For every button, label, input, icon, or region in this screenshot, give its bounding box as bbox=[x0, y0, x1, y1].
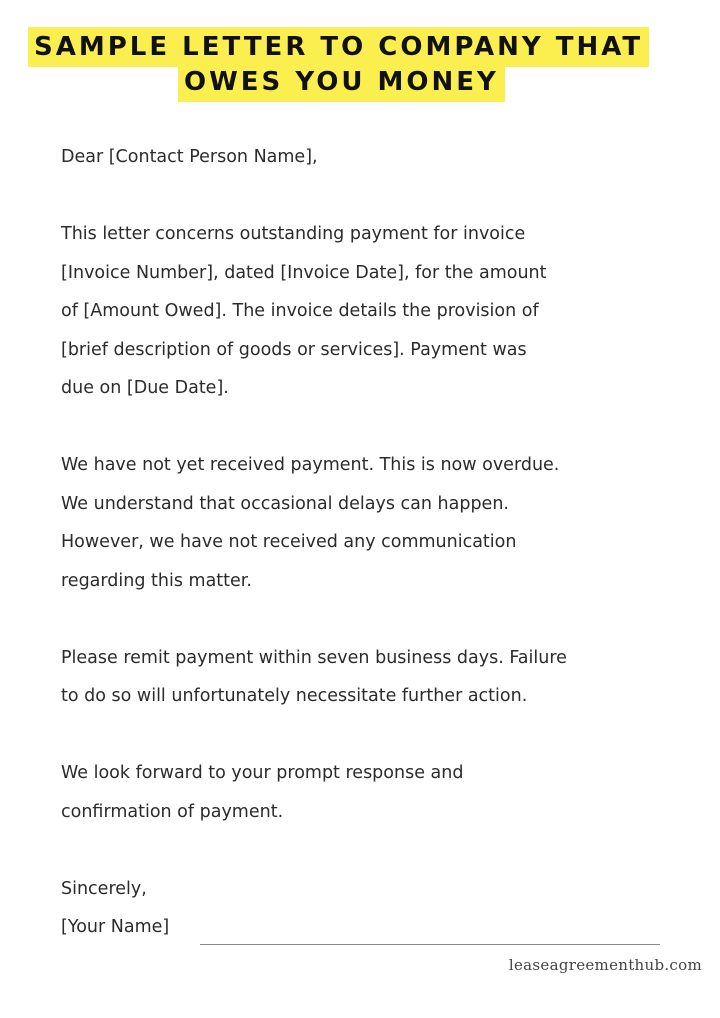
paragraph-line: However, we have not received any communication bbox=[61, 532, 517, 552]
paragraph-remit bbox=[61, 639, 681, 716]
paragraph-response bbox=[61, 754, 681, 831]
page-title-line-2: OWES YOU MONEY bbox=[178, 62, 505, 102]
paragraph-invoice bbox=[61, 215, 681, 408]
paragraph-line: We understand that occasional delays can happen. bbox=[61, 493, 509, 514]
paragraph-line: to do so will unfortunately necessitate further action. bbox=[61, 686, 528, 706]
signature-line bbox=[200, 944, 660, 945]
signature-name: [Your Name] bbox=[61, 917, 170, 937]
paragraph-line: of [Amount Owed]. The invoice details the provision of bbox=[61, 301, 539, 321]
paragraph-line: Please remit payment within seven business days. Failure bbox=[61, 647, 567, 668]
paragraph-overdue bbox=[61, 446, 681, 600]
paragraph-line: regarding this matter. bbox=[61, 570, 252, 591]
paragraph-line: due on [Due Date]. bbox=[61, 378, 229, 398]
paragraph-line: We have not yet received payment. This is now overdue. bbox=[61, 455, 560, 475]
watermark: leaseagreementhub.com bbox=[508, 956, 702, 974]
paragraph-line: This letter concerns outstanding payment for invoice bbox=[61, 224, 526, 244]
paragraph-line: confirmation of payment. bbox=[61, 801, 284, 822]
salutation: Dear [Contact Person Name], bbox=[61, 147, 318, 167]
closing: Sincerely, bbox=[61, 878, 147, 899]
paragraph-line: [brief description of goods or services]. Payment was bbox=[61, 339, 527, 360]
paragraph-line: We look forward to your prompt response and bbox=[61, 763, 464, 783]
page-title-line-1: SAMPLE LETTER TO COMPANY THAT bbox=[28, 27, 649, 67]
paragraph-line: [Invoice Number], dated [Invoice Date], for the amount bbox=[61, 262, 547, 283]
letter-body bbox=[61, 138, 681, 947]
